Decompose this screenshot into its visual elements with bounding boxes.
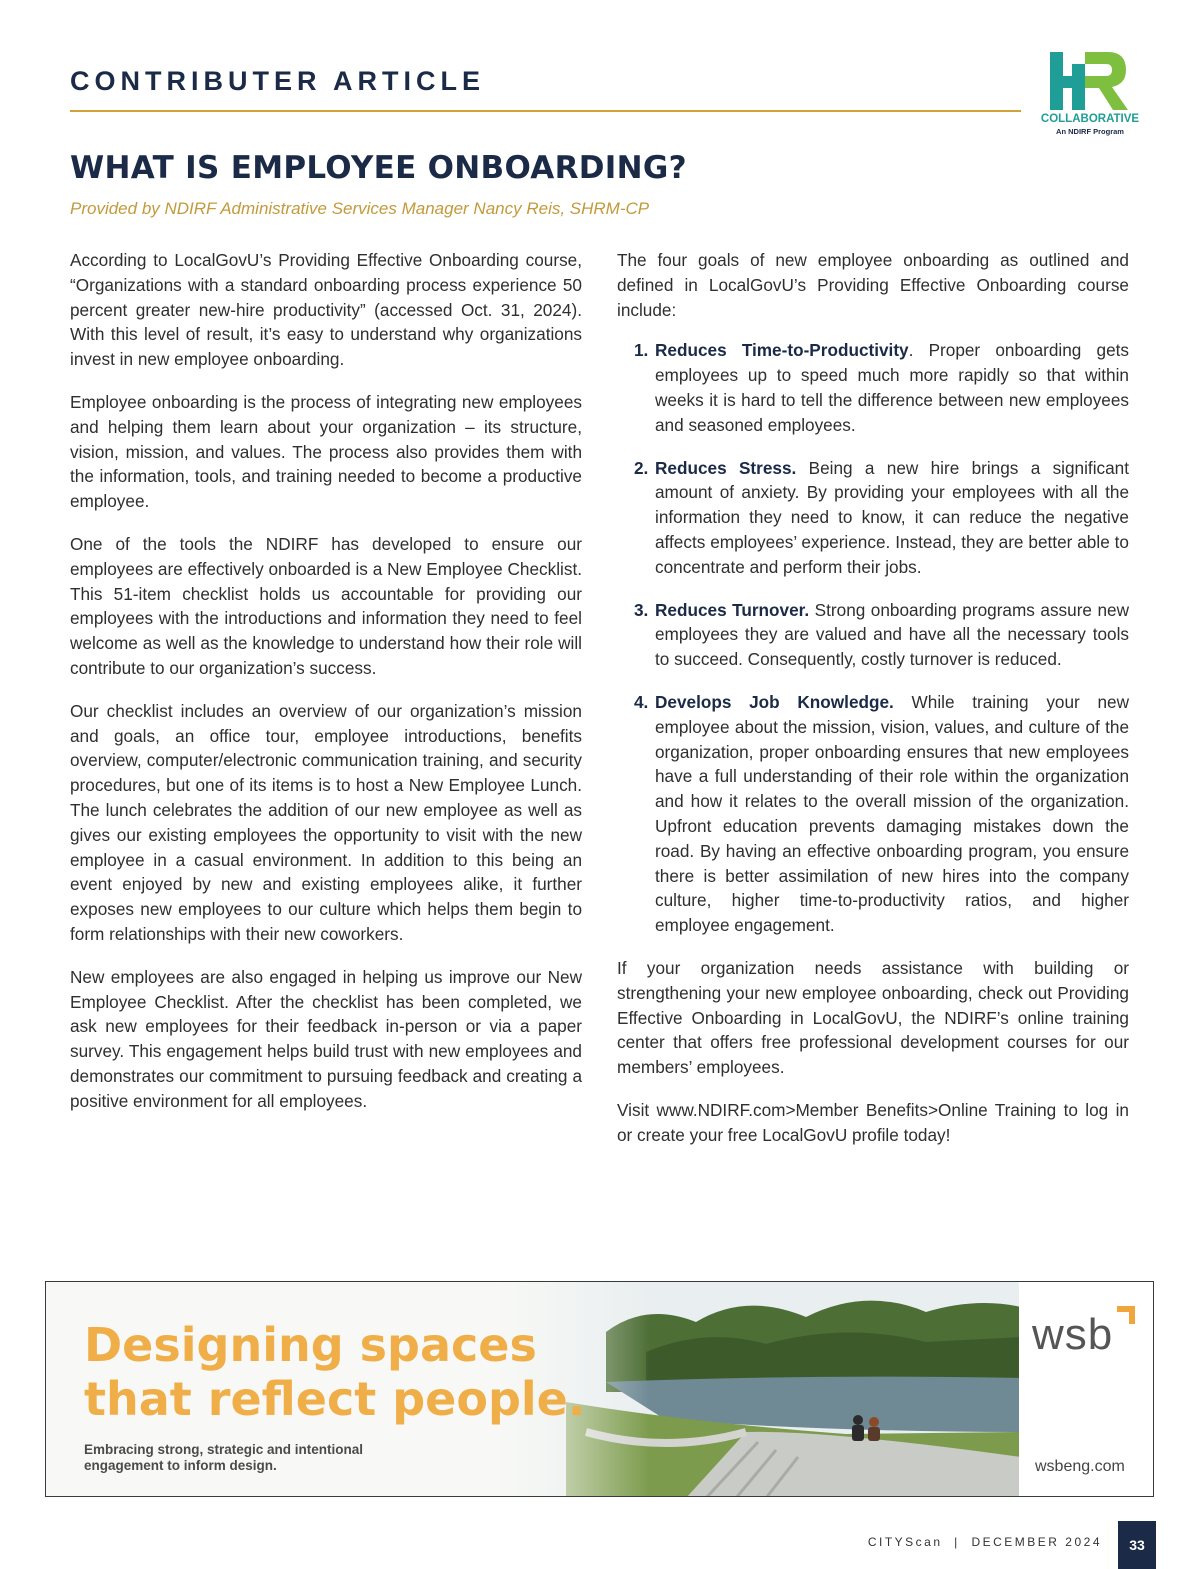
goal-item	[617, 598, 1129, 672]
goal-text: . Proper onboarding gets employees up to speed much more rapidly so that within weeks it is hard to tell the difference between new employees and seasoned employees.	[655, 340, 1129, 435]
goal-text: While training your new employee about the mission, vision, values, and culture of the organization, proper onboarding ensures that new employees have a full understanding of their role within the organization and how it relates to the overall mission of the organization. Upfront education prevents damaging mistakes down the road. By having an effective onboarding program, you ensure there is better assimilation of new hires into the company culture, higher time-to-productivity ratios, and higher employee engagement.	[655, 691, 1129, 936]
section-label: CONTRIBUTER ARTICLE	[70, 66, 485, 96]
goals-list	[617, 338, 1129, 938]
ad-headline-line: Designing spaces	[84, 1318, 537, 1372]
goal-lead: Reduces Stress.	[655, 457, 797, 478]
goal-lead: Develops Job Knowledge.	[655, 691, 894, 712]
ad-subtext	[84, 1442, 363, 1474]
goal-number: 1.	[634, 340, 649, 361]
goal-number: 4.	[634, 691, 649, 712]
goal-lead: Reduces Time-to-Productivity	[655, 340, 909, 361]
hr-collaborative-logo-graphic	[1038, 48, 1142, 140]
paragraph: According to LocalGovU’s Providing Effective Onboarding course, “Organizations with a standard onboarding process experience 50 percent greater new-hire productivity” (accessed Oct. 31, 2024). With this level of result, it’s easy to understand why organizations invest in new employee onboarding.	[70, 250, 582, 370]
right-column	[617, 248, 1129, 1166]
ad-subtext-line: engagement to inform design.	[84, 1458, 277, 1473]
goal-item	[617, 338, 1129, 437]
article-byline: Provided by NDIRF Administrative Services Manager Nancy Reis, SHRM-CP	[70, 199, 650, 218]
ad-headline-line: that reflect people.	[84, 1372, 586, 1426]
page-number: 33	[1118, 1521, 1156, 1569]
paragraph: One of the tools the NDIRF has developed to ensure our employees are effectively onboarded is a New Employee Checklist. This 51-item checklist holds us accountable for providing our employees with the introductions and information they need to feel welcome as well as the knowledge to understand how their role will contribute to our organization’s success.	[70, 533, 582, 678]
goal-item	[617, 690, 1129, 938]
left-column	[70, 248, 582, 1132]
ad-subtext-line: Embracing strong, strategic and intentional	[84, 1442, 364, 1457]
article-title: WHAT IS EMPLOYEE ONBOARDING?	[70, 150, 687, 186]
goal-text: Strong onboarding programs assure new employees they are valued and have all the necessary tools to succeed. Consequently, costly turnover is reduced.	[655, 599, 1129, 670]
goal-number: 3.	[634, 599, 649, 620]
paragraph: New employees are also engaged in helping us improve our New Employee Checklist. After the checklist has been completed, we ask new employees for their feedback in-person or via a paper survey. This engagement helps build trust with new employees and demonstrates our commitment to pursuing feedback and creating a positive environment for all employees.	[70, 966, 582, 1111]
logo-main-text: COLLABORATIVE	[1040, 113, 1140, 125]
arrow-up-right-icon	[1109, 1302, 1139, 1332]
header-rule	[70, 110, 1021, 112]
paragraph: If your organization needs assistance with building or strengthening your new employee onboarding, check out Providing Effective Onboarding in LocalGovU, the NDIRF’s online training center that offers free professional development courses for our members’ employees.	[617, 957, 1129, 1078]
footer-publication: CITYScan | DECEMBER 2024	[867, 1535, 1102, 1549]
goal-text: Being a new hire brings a significant amount of anxiety. By providing your employees with all the information they need to know, it can reduce the negative affects employees’ experience. Instead, they are better able to concentrate and perform their jobs.	[655, 457, 1130, 577]
wsb-advertisement[interactable]	[45, 1281, 1154, 1497]
wsb-logo: wsb	[1032, 1310, 1114, 1359]
hr-collaborative-logo	[1038, 48, 1142, 140]
goal-number: 2.	[634, 457, 649, 478]
logo-sub-text: An NDIRF Program	[1056, 127, 1124, 136]
goal-lead: Reduces Turnover.	[655, 599, 810, 620]
goals-intro: The four goals of new employee onboarding as outlined and defined in LocalGovU’s Providing Effective Onboarding course include:	[617, 250, 1129, 320]
ad-url[interactable]: wsbeng.com	[1035, 1458, 1125, 1475]
paragraph: Our checklist includes an overview of our organization’s mission and goals, an office tour, employee introductions, benefits overview, computer/electronic communication training, and security procedures, but one of its items is to host a New Employee Lunch. The lunch celebrates the addition of our new employee as well as gives our existing employees the opportunity to visit with the new employee in a casual environment. In addition to this being an event enjoyed by new and existing employees alike, it further exposes new employees to our culture which helps them begin to form relationships with their new coworkers.	[70, 700, 582, 944]
ad-headline	[84, 1318, 585, 1426]
goal-item	[617, 456, 1129, 580]
paragraph: Employee onboarding is the process of integrating new employees and helping them learn about your organization – its structure, vision, mission, and values. The process also provides them with the information, tools, and training needed to become a productive employee.	[70, 391, 582, 512]
paragraph: Visit www.NDIRF.com>Member Benefits>Online Training to log in or create your free LocalGovU profile today!	[617, 1099, 1129, 1145]
